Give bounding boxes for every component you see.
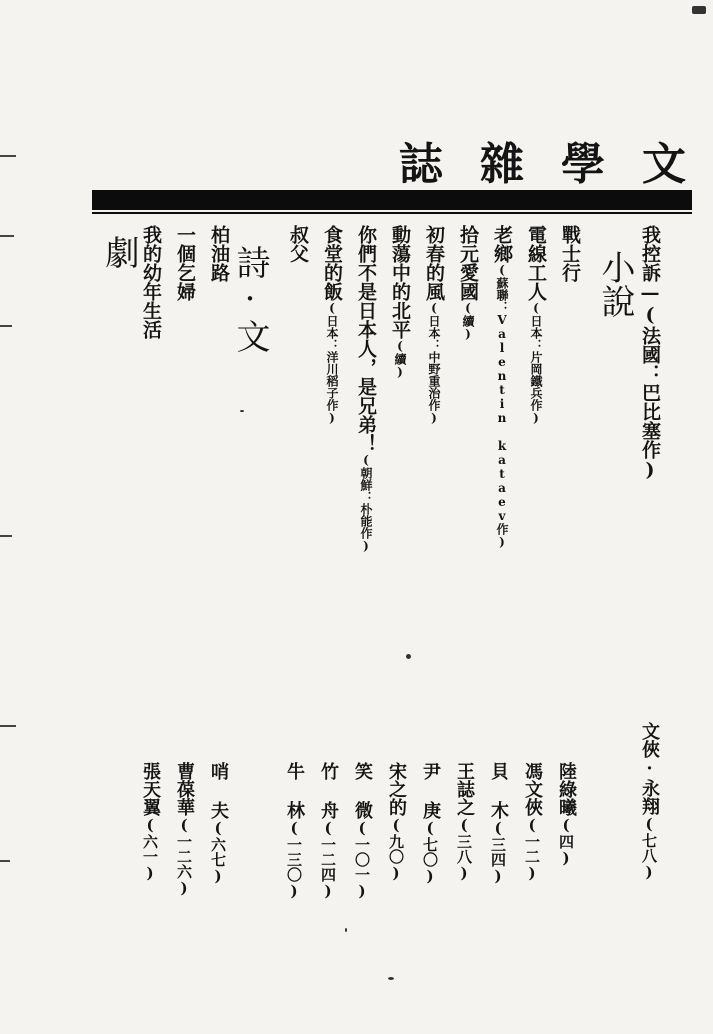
section-poetry: 詩·文 <box>230 245 270 353</box>
toc-author <box>209 762 227 885</box>
toc-author <box>141 762 159 882</box>
masthead-char: 學 <box>561 139 605 190</box>
title-note: (日本：中野重治作) <box>427 301 441 425</box>
title-text: 初春的風 <box>423 225 445 301</box>
title-note: (蘇聯：Valentin kataev作) <box>495 263 509 549</box>
toc-author <box>175 762 193 897</box>
toc-title <box>458 225 477 341</box>
page-number: (六一) <box>141 816 159 882</box>
author-name: 曹葆華 <box>174 762 195 816</box>
toc-title <box>424 225 443 425</box>
toc-author <box>557 762 575 867</box>
title-text: 戰士行 <box>559 225 581 282</box>
section-novel: 小說 <box>595 250 635 318</box>
title-note: (日本：洋川稻子作) <box>325 301 339 425</box>
edge-mark <box>0 725 16 727</box>
author-name: 牛 林 <box>284 762 305 819</box>
author-name: 哨 夫 <box>208 762 229 819</box>
toc-title <box>560 225 579 282</box>
title-text: 一個乞婦 <box>174 225 196 301</box>
author-name: 王誌之 <box>454 762 475 816</box>
title-text: 我的幼年生活 <box>140 225 162 339</box>
section-drama: 劇 <box>99 235 139 269</box>
title-text: 我控訴 <box>639 225 661 282</box>
ink-speck <box>388 977 394 980</box>
edge-mark <box>0 155 16 157</box>
title-note: (朝鮮：朴能作) <box>359 453 373 553</box>
title-text: 電線工人 <box>525 225 547 301</box>
header-rule-thin <box>92 212 692 214</box>
toc-title <box>492 225 511 549</box>
toc-author <box>523 762 541 882</box>
masthead-char: 誌 <box>399 139 443 190</box>
toc-title <box>356 225 375 553</box>
toc-author <box>353 762 371 900</box>
masthead-char: 文 <box>642 139 686 190</box>
page-number: (一〇一) <box>353 819 371 900</box>
author-name: 文俠·永翔 <box>639 722 660 815</box>
title-note: (日本：片岡鐵兵作) <box>529 301 543 425</box>
title-text: 叔父 <box>287 225 309 263</box>
ink-speck <box>240 410 244 412</box>
toc-title <box>526 225 545 425</box>
edge-mark <box>0 535 12 537</box>
toc-title <box>209 225 228 282</box>
edge-mark <box>0 860 10 862</box>
title-note: (續) <box>461 301 475 341</box>
masthead-char: 雜 <box>480 139 524 190</box>
toc-author <box>640 722 658 881</box>
title-text: 柏油路 <box>208 225 230 282</box>
toc-author <box>455 762 473 882</box>
corner-mark <box>692 6 706 14</box>
author-name: 宋之的 <box>386 762 407 816</box>
title-note: —(法國：巴比塞作) <box>639 282 661 481</box>
toc-author <box>319 762 337 900</box>
author-name: 張天翼 <box>140 762 161 816</box>
toc-title <box>390 225 409 379</box>
toc-author <box>489 762 507 885</box>
toc-title <box>175 225 194 301</box>
page-number: (三八) <box>455 816 473 882</box>
title-text: 動蕩中的北平 <box>389 225 411 339</box>
author-name: 貝 木 <box>488 762 509 819</box>
title-text: 老鄉 <box>491 225 513 263</box>
toc-author <box>285 762 303 900</box>
author-name: 陸綠曦 <box>556 762 577 816</box>
toc-title <box>322 225 341 425</box>
page-number: (七八) <box>640 815 658 881</box>
toc-author <box>387 762 405 882</box>
ink-speck <box>345 928 347 932</box>
page-number: (七〇) <box>421 819 439 885</box>
page-number: (六七) <box>209 819 227 885</box>
title-note: (續) <box>393 339 407 379</box>
author-name: 笑 微 <box>352 762 373 819</box>
title-text: 食堂的飯 <box>321 225 343 301</box>
title-text: 拾元愛國 <box>457 225 479 301</box>
toc-author <box>421 762 439 885</box>
page-number: (四) <box>557 816 575 867</box>
page-number: (一二四) <box>319 819 337 900</box>
page-number: (一二) <box>523 816 541 882</box>
author-name: 竹 舟 <box>318 762 339 819</box>
ink-speck <box>406 654 411 659</box>
page-number: (九〇) <box>387 816 405 882</box>
author-name: 尹 庚 <box>420 762 441 819</box>
title-text: 你們不是日本人，是兄弟！ <box>355 225 377 453</box>
author-name: 馮文俠 <box>522 762 543 816</box>
page-number: (三四) <box>489 819 507 885</box>
toc-title <box>141 225 160 339</box>
page-number: (一二六) <box>175 816 193 897</box>
masthead <box>395 135 690 190</box>
page-number: (一三〇) <box>285 819 303 900</box>
edge-mark <box>0 235 14 237</box>
toc-title <box>288 225 307 263</box>
edge-mark <box>0 325 12 327</box>
header-rule <box>92 190 692 210</box>
toc-title <box>640 225 659 481</box>
